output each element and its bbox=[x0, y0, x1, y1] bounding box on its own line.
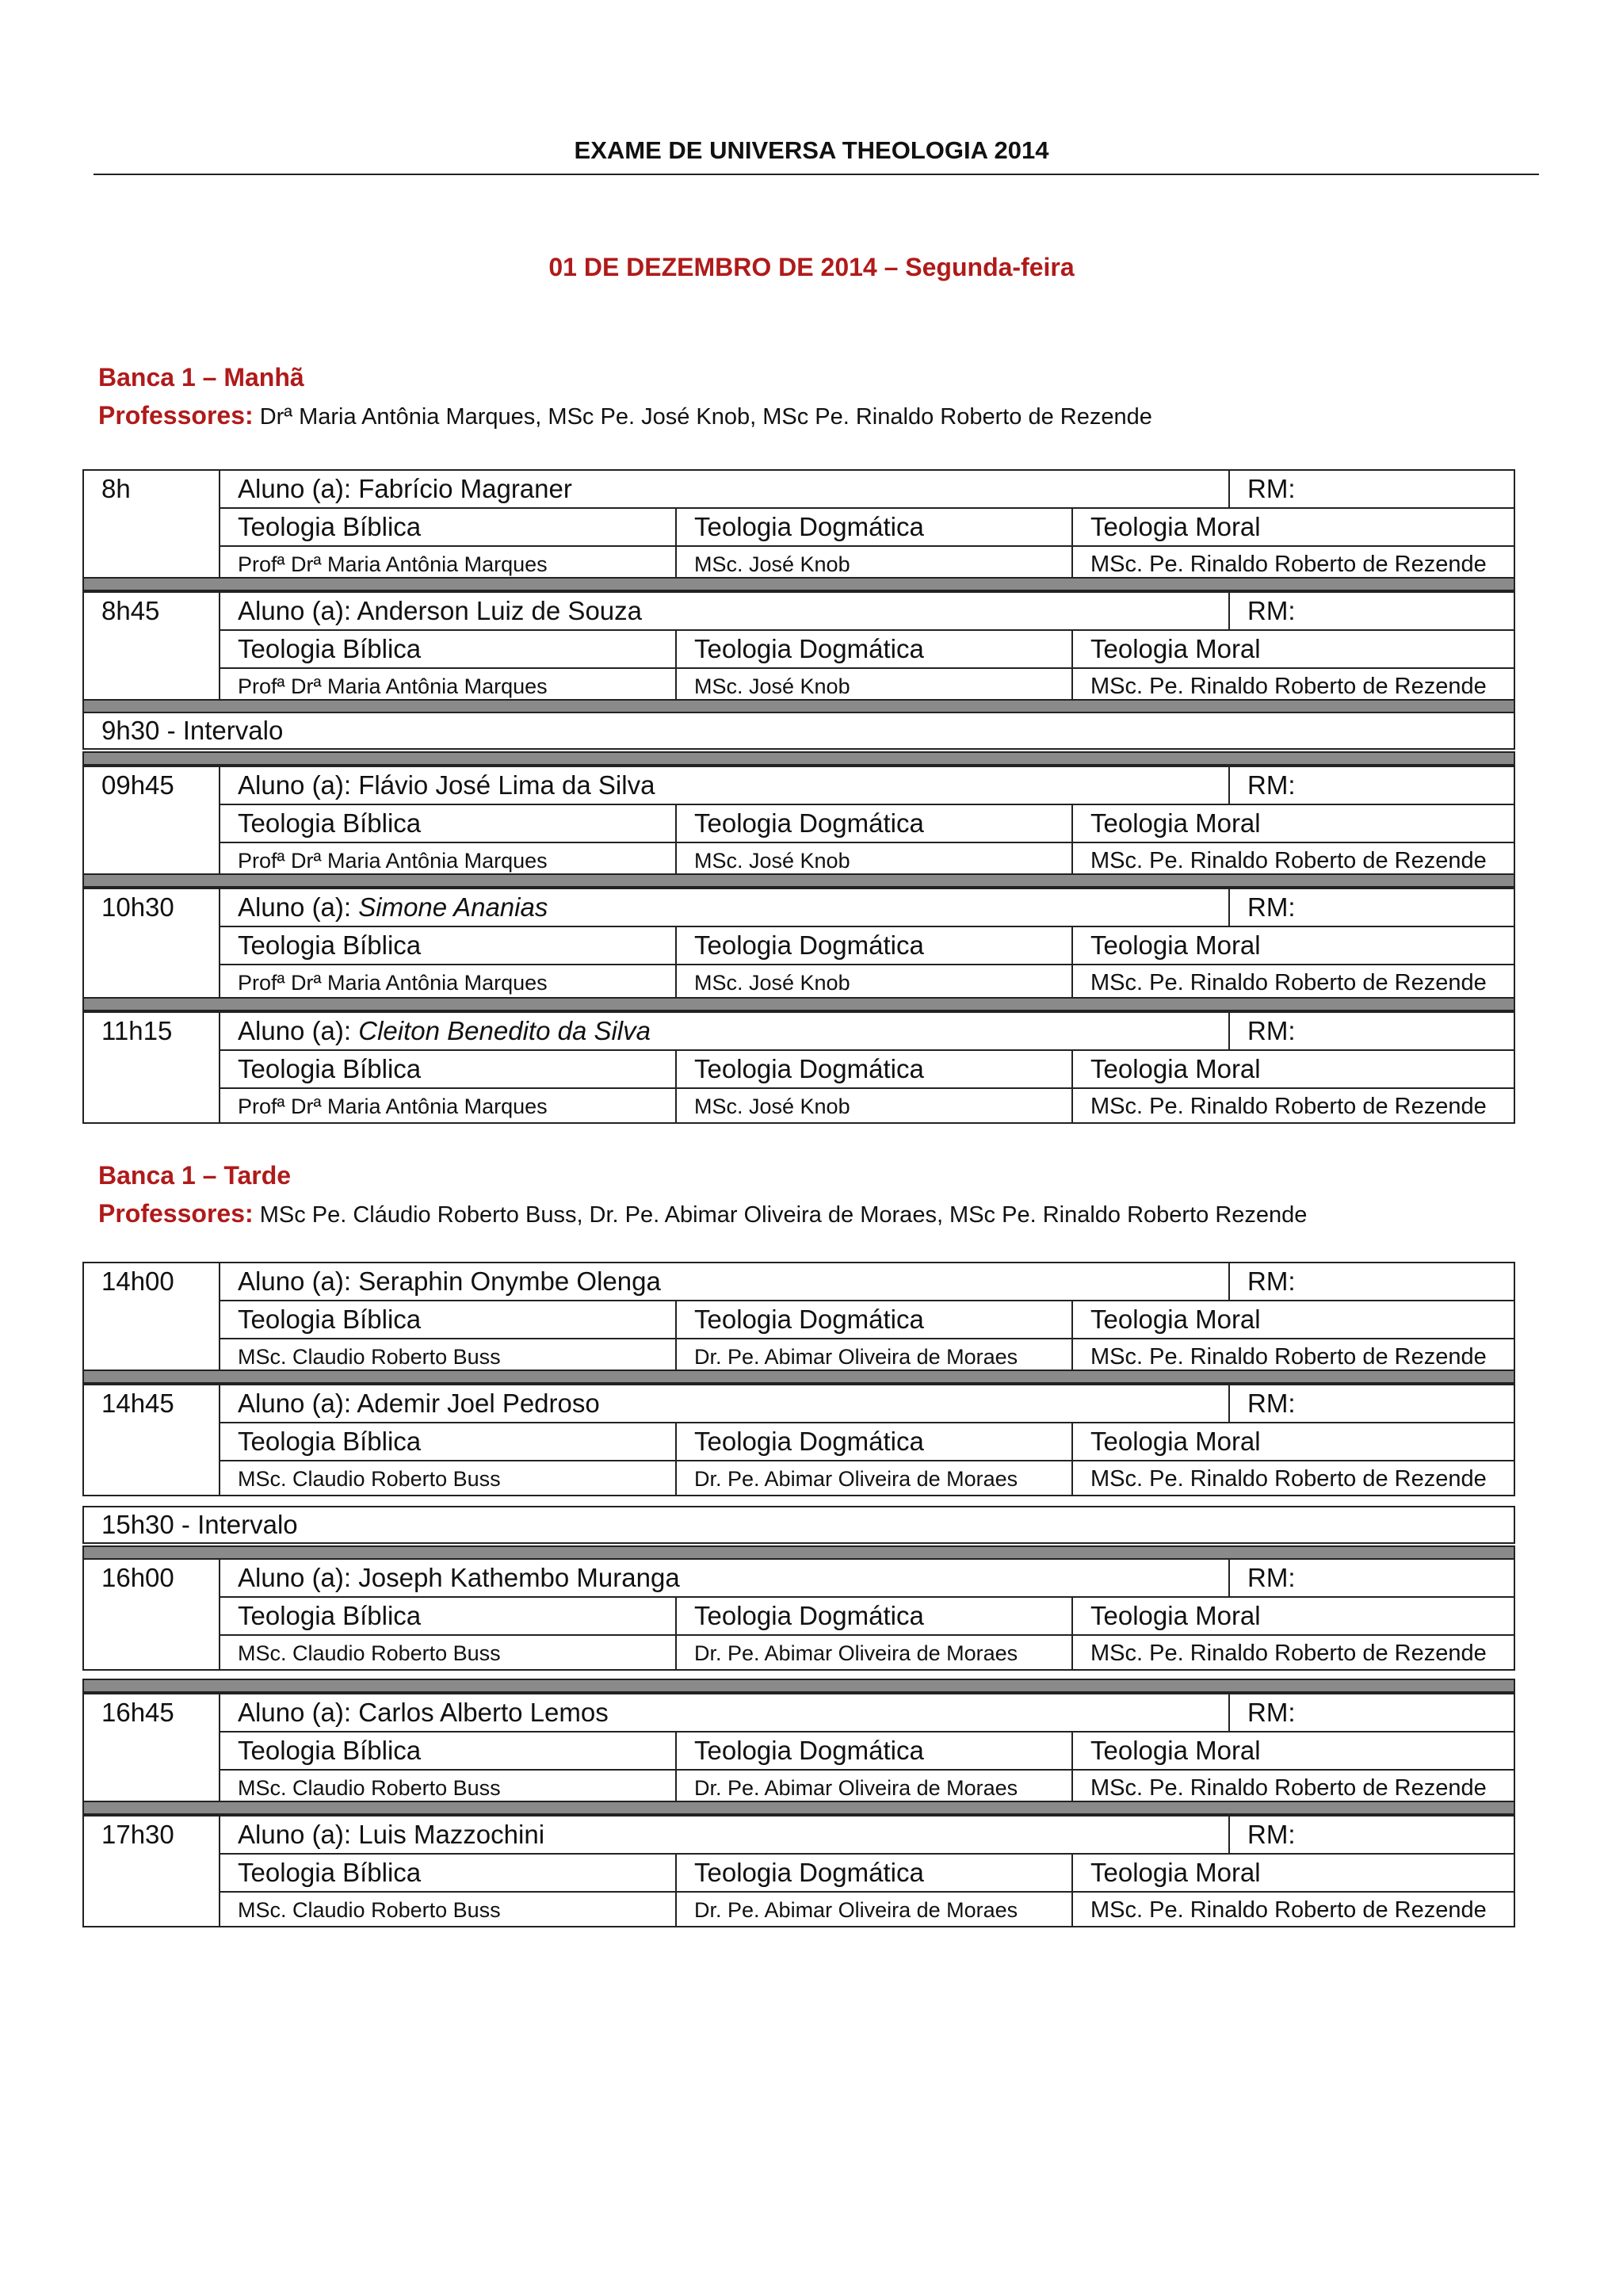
student-name: Cleiton Benedito da Silva bbox=[358, 1016, 651, 1045]
examiner-moral: MSc. Pe. Rinaldo Roberto de Rezende bbox=[1090, 1344, 1487, 1370]
examiners-row bbox=[220, 1636, 1514, 1671]
examiner-dogmatica: MSc. José Knob bbox=[677, 843, 1073, 878]
row-separator bbox=[82, 1679, 1515, 1693]
slot-time: 14h00 bbox=[84, 1263, 220, 1373]
subject-biblica: Teologia Bíblica bbox=[220, 1598, 677, 1634]
subject-dogmatica: Teologia Dogmática bbox=[677, 805, 1073, 842]
examiners-row bbox=[220, 1461, 1514, 1496]
subject-moral: Teologia Moral bbox=[1090, 1736, 1261, 1765]
subject-biblica: Teologia Bíblica bbox=[220, 1051, 677, 1087]
student-cell bbox=[220, 1694, 1230, 1731]
subject-dogmatica: Teologia Dogmática bbox=[677, 509, 1073, 545]
exam-slot bbox=[82, 766, 1515, 878]
subject-moral: Teologia Moral bbox=[1090, 1858, 1261, 1887]
rm-label: RM: bbox=[1247, 1016, 1296, 1045]
row-separator bbox=[82, 1801, 1515, 1815]
slot-time: 8h bbox=[84, 471, 220, 580]
subject-biblica: Teologia Bíblica bbox=[220, 1855, 677, 1891]
student-row bbox=[220, 1263, 1514, 1301]
subjects-row bbox=[220, 1598, 1514, 1636]
subject-moral: Teologia Moral bbox=[1090, 1427, 1261, 1456]
slot-time: 14h45 bbox=[84, 1385, 220, 1495]
examiner-dogmatica: Dr. Pe. Abimar Oliveira de Moraes bbox=[677, 1893, 1073, 1927]
title-divider bbox=[94, 174, 1539, 175]
student-row bbox=[220, 1560, 1514, 1598]
student-row bbox=[220, 1694, 1514, 1733]
examiners-row bbox=[220, 965, 1514, 1000]
examiner-moral: MSc. Pe. Rinaldo Roberto de Rezende bbox=[1090, 552, 1487, 577]
student-row bbox=[220, 1385, 1514, 1423]
subject-dogmatica: Teologia Dogmática bbox=[677, 927, 1073, 964]
subject-dogmatica: Teologia Dogmática bbox=[677, 1301, 1073, 1338]
rm-label: RM: bbox=[1247, 1820, 1296, 1849]
examiners-row bbox=[220, 1089, 1514, 1124]
professors-label: Professores: bbox=[98, 1199, 254, 1228]
row-separator bbox=[82, 751, 1515, 766]
student-name: Simone Ananias bbox=[358, 892, 548, 922]
row-separator bbox=[82, 1370, 1515, 1384]
student-row bbox=[220, 889, 1514, 927]
examiner-dogmatica: MSc. José Knob bbox=[677, 965, 1073, 1000]
subjects-row bbox=[220, 805, 1514, 843]
subject-moral: Teologia Moral bbox=[1090, 808, 1261, 838]
student-name: Flávio José Lima da Silva bbox=[358, 770, 655, 800]
rm-label: RM: bbox=[1247, 1563, 1296, 1592]
subject-dogmatica: Teologia Dogmática bbox=[677, 1855, 1073, 1891]
subjects-row bbox=[220, 1423, 1514, 1461]
student-cell bbox=[220, 1560, 1230, 1596]
subjects-row bbox=[220, 927, 1514, 965]
exam-slot bbox=[82, 1011, 1515, 1124]
rm-label: RM: bbox=[1247, 1389, 1296, 1418]
exam-slot bbox=[82, 591, 1515, 704]
student-cell bbox=[220, 471, 1230, 507]
rm-label: RM: bbox=[1247, 596, 1296, 625]
subjects-row bbox=[220, 1733, 1514, 1771]
slot-time: 11h15 bbox=[84, 1013, 220, 1122]
examiner-moral: MSc. Pe. Rinaldo Roberto de Rezende bbox=[1090, 1641, 1487, 1666]
student-row bbox=[220, 1013, 1514, 1051]
student-label: Aluno (a): bbox=[238, 892, 359, 922]
examiner-dogmatica: Dr. Pe. Abimar Oliveira de Moraes bbox=[677, 1771, 1073, 1805]
student-name: Fabrício Magraner bbox=[358, 474, 572, 503]
student-row bbox=[220, 593, 1514, 631]
examiner-biblica: MSc. Claudio Roberto Buss bbox=[220, 1771, 677, 1805]
student-name: Carlos Alberto Lemos bbox=[358, 1698, 609, 1727]
subjects-row bbox=[220, 1301, 1514, 1339]
morning-professors-line bbox=[98, 401, 1152, 430]
examiner-biblica: Profª Drª Maria Antônia Marques bbox=[220, 843, 677, 878]
slot-time: 8h45 bbox=[84, 593, 220, 702]
student-label: Aluno (a): bbox=[238, 1389, 357, 1418]
exam-date: 01 DE DEZEMBRO DE 2014 – Segunda-feira bbox=[548, 253, 1075, 281]
student-name: Joseph Kathembo Muranga bbox=[358, 1563, 680, 1592]
examiner-biblica: MSc. Claudio Roberto Buss bbox=[220, 1339, 677, 1374]
student-name: Luis Mazzochini bbox=[358, 1820, 545, 1849]
row-separator bbox=[82, 873, 1515, 888]
slot-time: 10h30 bbox=[84, 889, 220, 999]
examiner-dogmatica: MSc. José Knob bbox=[677, 1089, 1073, 1124]
examiner-biblica: MSc. Claudio Roberto Buss bbox=[220, 1893, 677, 1927]
exam-slot bbox=[82, 1262, 1515, 1374]
subject-biblica: Teologia Bíblica bbox=[220, 631, 677, 667]
interval-row: 15h30 - Intervalo bbox=[82, 1506, 1515, 1544]
student-cell bbox=[220, 889, 1230, 926]
student-label: Aluno (a): bbox=[238, 1820, 359, 1849]
examiner-dogmatica: Dr. Pe. Abimar Oliveira de Moraes bbox=[677, 1636, 1073, 1671]
morning-professors: Drª Maria Antônia Marques, MSc Pe. José Knob, MSc Pe. Rinaldo Roberto de Rezende bbox=[259, 404, 1152, 430]
subject-dogmatica: Teologia Dogmática bbox=[677, 1598, 1073, 1634]
slot-time: 16h00 bbox=[84, 1560, 220, 1669]
student-label: Aluno (a): bbox=[238, 474, 359, 503]
subject-dogmatica: Teologia Dogmática bbox=[677, 631, 1073, 667]
morning-banca-title: Banca 1 – Manhã bbox=[98, 363, 304, 392]
examiner-biblica: Profª Drª Maria Antônia Marques bbox=[220, 965, 677, 1000]
subject-moral: Teologia Moral bbox=[1090, 1305, 1261, 1334]
subject-moral: Teologia Moral bbox=[1090, 1601, 1261, 1630]
examiner-biblica: Profª Drª Maria Antônia Marques bbox=[220, 547, 677, 582]
row-separator bbox=[82, 1545, 1515, 1560]
subject-dogmatica: Teologia Dogmática bbox=[677, 1051, 1073, 1087]
examiner-moral: MSc. Pe. Rinaldo Roberto de Rezende bbox=[1090, 1466, 1487, 1492]
subject-moral: Teologia Moral bbox=[1090, 930, 1261, 960]
subject-biblica: Teologia Bíblica bbox=[220, 509, 677, 545]
examiner-dogmatica: Dr. Pe. Abimar Oliveira de Moraes bbox=[677, 1339, 1073, 1374]
row-separator bbox=[82, 997, 1515, 1011]
rm-label: RM: bbox=[1247, 474, 1296, 503]
subjects-row bbox=[220, 1855, 1514, 1893]
slot-time: 17h30 bbox=[84, 1817, 220, 1926]
rm-label: RM: bbox=[1247, 1698, 1296, 1727]
subject-biblica: Teologia Bíblica bbox=[220, 927, 677, 964]
rm-label: RM: bbox=[1247, 1266, 1296, 1296]
subject-dogmatica: Teologia Dogmática bbox=[677, 1423, 1073, 1460]
student-name: Anderson Luiz de Souza bbox=[357, 596, 643, 625]
afternoon-professors-line bbox=[98, 1199, 1307, 1228]
examiner-dogmatica: MSc. José Knob bbox=[677, 669, 1073, 704]
student-label: Aluno (a): bbox=[238, 1266, 359, 1296]
examiner-dogmatica: Dr. Pe. Abimar Oliveira de Moraes bbox=[677, 1461, 1073, 1496]
examiner-moral: MSc. Pe. Rinaldo Roberto de Rezende bbox=[1090, 1897, 1487, 1923]
afternoon-banca-title: Banca 1 – Tarde bbox=[98, 1161, 292, 1190]
student-row bbox=[220, 471, 1514, 509]
subject-biblica: Teologia Bíblica bbox=[220, 805, 677, 842]
student-label: Aluno (a): bbox=[238, 1563, 359, 1592]
rm-label: RM: bbox=[1247, 892, 1296, 922]
examiner-biblica: MSc. Claudio Roberto Buss bbox=[220, 1636, 677, 1671]
examiner-moral: MSc. Pe. Rinaldo Roberto de Rezende bbox=[1090, 1775, 1487, 1801]
subject-moral: Teologia Moral bbox=[1090, 634, 1261, 663]
rm-label: RM: bbox=[1247, 770, 1296, 800]
subject-dogmatica: Teologia Dogmática bbox=[677, 1733, 1073, 1769]
afternoon-professors: MSc Pe. Cláudio Roberto Buss, Dr. Pe. Abimar Oliveira de Moraes, MSc Pe. Rinaldo Roberto Rezende bbox=[259, 1202, 1308, 1228]
subjects-row bbox=[220, 631, 1514, 669]
student-cell bbox=[220, 1263, 1230, 1300]
exam-slot bbox=[82, 1693, 1515, 1805]
exam-slot bbox=[82, 888, 1515, 1000]
subjects-row bbox=[220, 509, 1514, 547]
student-name: Seraphin Onymbe Olenga bbox=[358, 1266, 661, 1296]
slot-time: 16h45 bbox=[84, 1694, 220, 1804]
student-cell bbox=[220, 1385, 1230, 1422]
exam-slot bbox=[82, 469, 1515, 582]
exam-slot bbox=[82, 1558, 1515, 1671]
subject-moral: Teologia Moral bbox=[1090, 512, 1261, 541]
examiner-biblica: MSc. Claudio Roberto Buss bbox=[220, 1461, 677, 1496]
student-label: Aluno (a): bbox=[238, 596, 357, 625]
examiner-dogmatica: MSc. José Knob bbox=[677, 547, 1073, 582]
subject-moral: Teologia Moral bbox=[1090, 1054, 1261, 1083]
examiner-biblica: Profª Drª Maria Antônia Marques bbox=[220, 669, 677, 704]
subjects-row bbox=[220, 1051, 1514, 1089]
student-name: Ademir Joel Pedroso bbox=[357, 1389, 600, 1418]
subject-biblica: Teologia Bíblica bbox=[220, 1301, 677, 1338]
examiners-row bbox=[220, 1893, 1514, 1927]
subject-biblica: Teologia Bíblica bbox=[220, 1733, 677, 1769]
student-cell bbox=[220, 1013, 1230, 1049]
student-label: Aluno (a): bbox=[238, 1016, 359, 1045]
examiner-moral: MSc. Pe. Rinaldo Roberto de Rezende bbox=[1090, 674, 1487, 699]
student-row bbox=[220, 1817, 1514, 1855]
document-title: EXAME DE UNIVERSA THEOLOGIA 2014 bbox=[574, 136, 1049, 164]
examiner-biblica: Profª Drª Maria Antônia Marques bbox=[220, 1089, 677, 1124]
student-cell bbox=[220, 1817, 1230, 1853]
student-label: Aluno (a): bbox=[238, 1698, 359, 1727]
examiner-moral: MSc. Pe. Rinaldo Roberto de Rezende bbox=[1090, 1094, 1487, 1119]
professors-label: Professores: bbox=[98, 401, 254, 430]
interval-row: 9h30 - Intervalo bbox=[82, 712, 1515, 750]
student-cell bbox=[220, 593, 1230, 629]
student-row bbox=[220, 767, 1514, 805]
subject-biblica: Teologia Bíblica bbox=[220, 1423, 677, 1460]
examiner-moral: MSc. Pe. Rinaldo Roberto de Rezende bbox=[1090, 970, 1487, 995]
slot-time: 09h45 bbox=[84, 767, 220, 877]
exam-slot bbox=[82, 1384, 1515, 1496]
student-label: Aluno (a): bbox=[238, 770, 359, 800]
examiner-moral: MSc. Pe. Rinaldo Roberto de Rezende bbox=[1090, 848, 1487, 873]
row-separator bbox=[82, 577, 1515, 591]
student-cell bbox=[220, 767, 1230, 804]
exam-slot bbox=[82, 1815, 1515, 1927]
